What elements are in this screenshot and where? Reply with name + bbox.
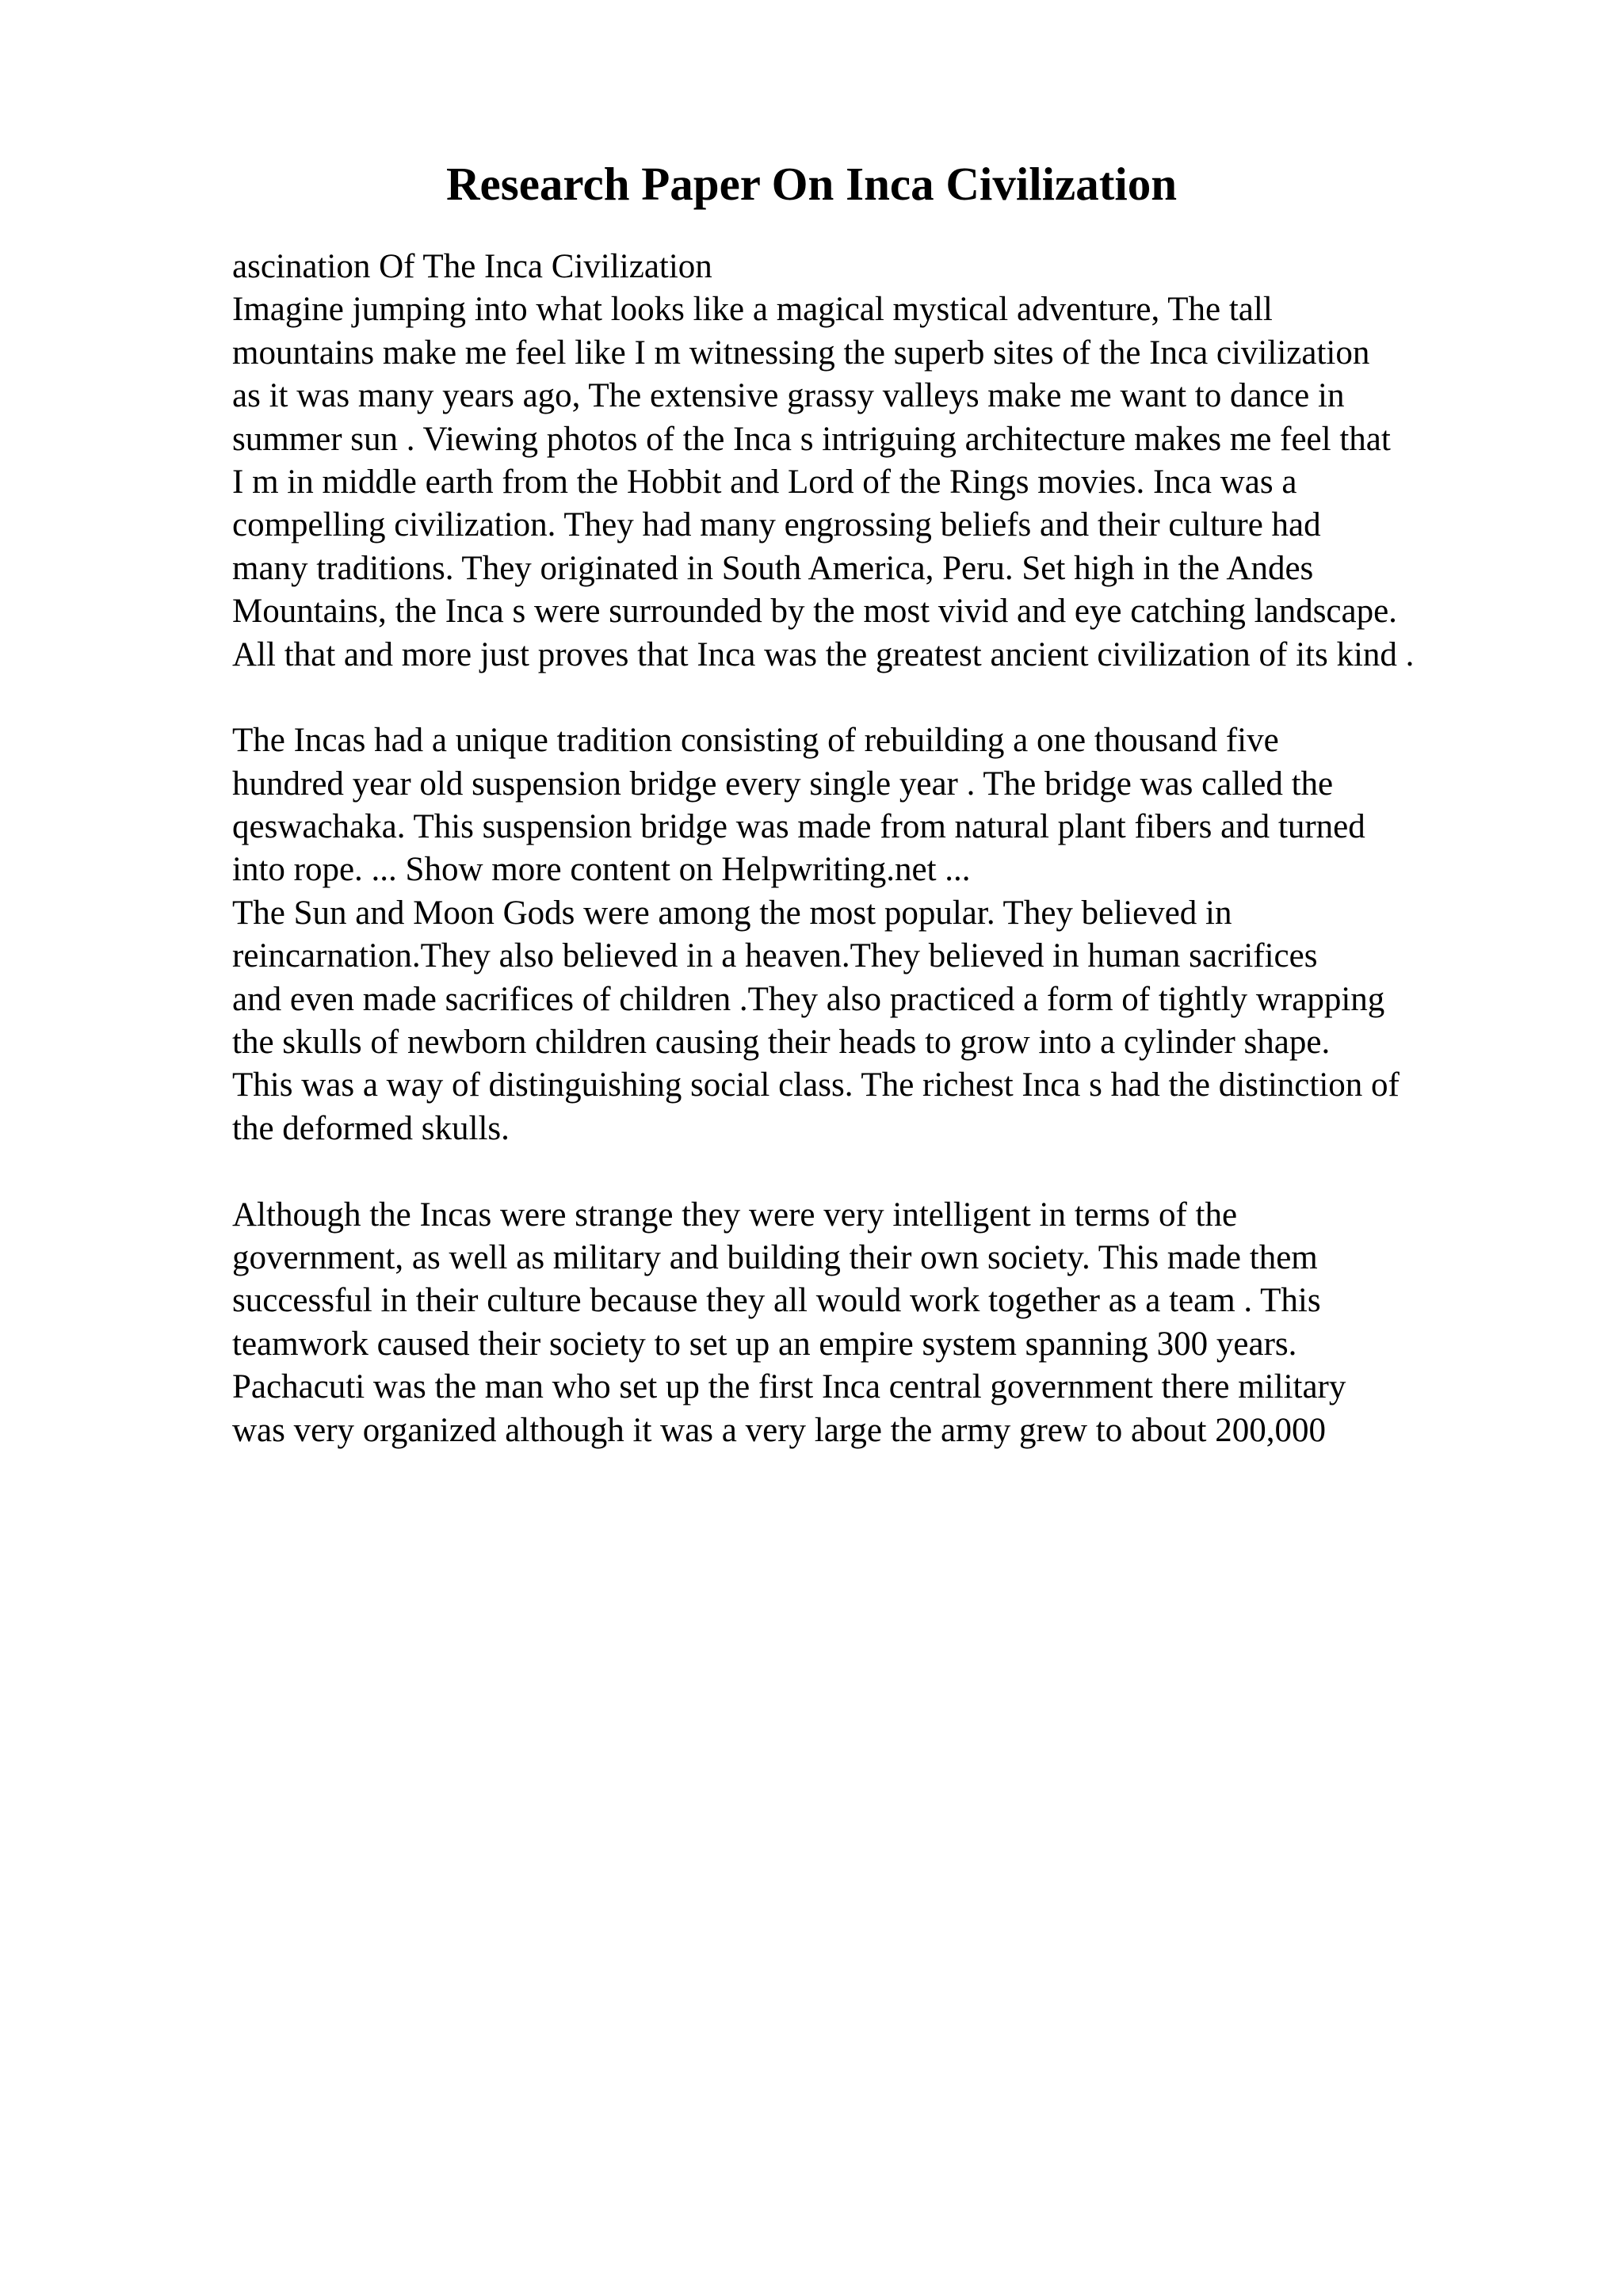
document-title: Research Paper On Inca Civilization (445, 158, 1178, 210)
body-line: teamwork caused their society to set up an empire system spanning 300 years. (232, 1325, 1297, 1363)
paragraph-break (232, 677, 1595, 719)
body-line: the deformed skulls. (232, 1109, 510, 1147)
body-line: government, as well as military and building their own society. This made them (232, 1238, 1318, 1276)
body-line: into rope. ... Show more content on Helpwriting.net ... (232, 851, 971, 889)
body-line: qeswachaka. This suspension bridge was made from natural plant fibers and turned (232, 808, 1365, 846)
body-line: The Incas had a unique tradition consisting of rebuilding a one thousand five (232, 722, 1279, 760)
body-line: mountains make me feel like I m witnessing the superb sites of the Inca civilization (232, 334, 1370, 372)
body-line: successful in their culture because they all would work together as a team . This (232, 1282, 1321, 1320)
body-line: This was a way of distinguishing social class. The richest Inca s had the distinction of (232, 1066, 1400, 1104)
body-line: many traditions. They originated in South America, Peru. Set high in the Andes (232, 549, 1314, 587)
body-line: and even made sacrifices of children .They also practiced a form of tightly wrapping (232, 980, 1385, 1018)
document-body (232, 246, 1595, 1452)
body-line: ascination Of The Inca Civilization (232, 248, 712, 285)
paragraph-break (232, 1150, 1595, 1193)
body-line: I m in middle earth from the Hobbit and Lord of the Rings movies. Inca was a (232, 463, 1297, 501)
body-line: reincarnation.They also believed in a heaven.They believed in human sacrifices (232, 937, 1318, 975)
body-line: summer sun . Viewing photos of the Inca s intriguing architecture makes me feel that (232, 420, 1391, 458)
body-line: the skulls of newborn children causing their heads to grow into a cylinder shape. (232, 1024, 1331, 1062)
body-line: Pachacuti was the man who set up the first Inca central government there military (232, 1368, 1346, 1406)
body-line: compelling civilization. They had many engrossing beliefs and their culture had (232, 506, 1321, 544)
body-line: as it was many years ago, The extensive grassy valleys make me want to dance in (232, 377, 1345, 415)
body-line: The Sun and Moon Gods were among the most popular. They believed in (232, 894, 1232, 932)
body-line: All that and more just proves that Inca was the greatest ancient civilization of its kind . (232, 635, 1415, 673)
body-line: was very organized although it was a very large the army grew to about 200,000 (232, 1411, 1326, 1449)
body-line: Imagine jumping into what looks like a magical mystical adventure, The tall (232, 291, 1273, 329)
body-line: Mountains, the Inca s were surrounded by the most vivid and eye catching landscape. (232, 593, 1397, 631)
body-line: hundred year old suspension bridge every single year . The bridge was called the (232, 765, 1334, 803)
body-line: Although the Incas were strange they were very intelligent in terms of the (232, 1196, 1238, 1234)
